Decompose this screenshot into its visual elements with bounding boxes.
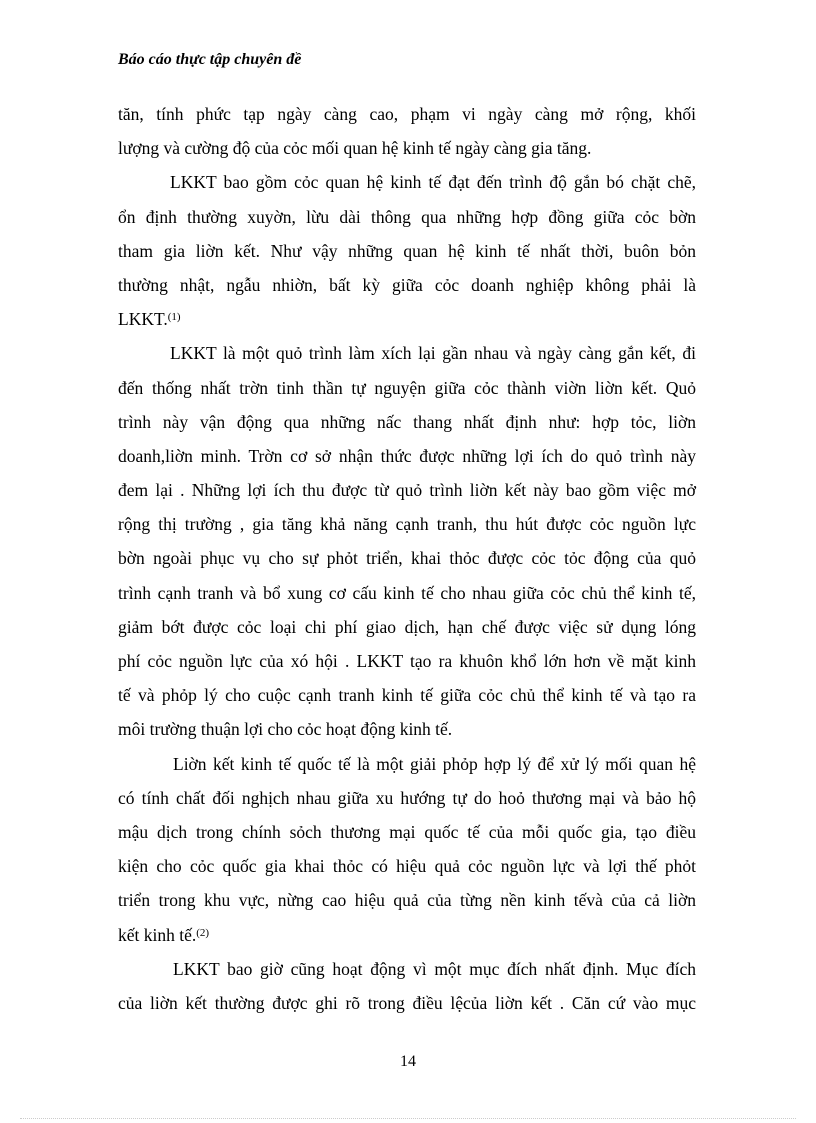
text-line-last xyxy=(118,918,696,952)
text-line-last xyxy=(118,302,696,336)
text-line: rộng thị trường , gia tăng khả năng cạnh tranh, thu hút được cỏc nguồn lực xyxy=(118,514,696,535)
body-text xyxy=(118,97,696,1020)
text-line: tế và phỏp lý cho cuộc cạnh tranh kinh tế giữa cỏc chủ thể kinh tế và tạo ra xyxy=(118,685,696,706)
text-line: thường nhật, ngẫu nhiờn, bất kỳ giữa cỏc doanh nghiệp không phải là xyxy=(118,274,696,295)
paragraph-5 xyxy=(118,952,696,1020)
text-line: trình này vận động qua những nấc thang nhất định như: hợp tỏc, liờn xyxy=(118,411,696,432)
text-line: mậu dịch trong chính sỏch thương mại quốc tế của mỗi quốc gia, tạo điều xyxy=(118,821,696,842)
text-fragment: LKKT. xyxy=(118,309,168,330)
text-line: lượng và cường độ của cỏc mối quan hệ kinh tế ngày càng gia tăng. xyxy=(118,138,592,159)
text-line: đem lại . Những lợi ích thu được từ quỏ trình liờn kết này bao gồm việc mở xyxy=(118,480,696,501)
page-number: 14 xyxy=(400,1053,416,1070)
paragraph-2 xyxy=(118,165,696,336)
text-fragment: kết kinh tế. xyxy=(118,924,197,945)
text-line: bờn ngoài phục vụ cho sự phỏt triển, khai thỏc được cỏc tỏc động của quỏ xyxy=(118,548,696,569)
page-bottom-divider xyxy=(20,1118,796,1119)
text-line: giảm bớt được cỏc loại chi phí giao dịch, hạn chế được việc sử dụng lóng xyxy=(118,616,696,637)
text-line: đến thống nhất trờn tinh thần tự nguyện giữa cỏc thành viờn liờn kết. Quỏ xyxy=(118,377,696,398)
footnote-ref: (1) xyxy=(167,311,181,324)
text-line: LKKT là một quỏ trình làm xích lại gần nhau và ngày càng gắn kết, đi xyxy=(170,343,696,364)
paragraph-3 xyxy=(118,336,696,746)
text-line: LKKT bao gồm cỏc quan hệ kinh tế đạt đến trình độ gắn bó chặt chẽ, xyxy=(170,172,696,193)
text-line: LKKT bao giờ cũng hoạt động vì một mục đích nhất định. Mục đích xyxy=(173,958,696,979)
paragraph-4 xyxy=(118,747,696,952)
text-line: kiện cho cỏc quốc gia khai thỏc có hiệu quả cỏc nguồn lực và lợi thế phỏt xyxy=(118,856,696,877)
footnote-ref: (2) xyxy=(196,926,210,939)
text-line: tăn, tính phức tạp ngày càng cao, phạm vi ngày càng mở rộng, khối xyxy=(118,104,696,124)
text-line: doanh,liờn minh. Trờn cơ sở nhận thức được những lợi ích do quỏ trình này xyxy=(118,445,696,466)
text-line: của liờn kết thường được ghi rõ trong điều lệcủa liờn kết . Căn cứ vào mục xyxy=(118,992,696,1013)
running-header: Báo cáo thực tập chuyên đề xyxy=(118,51,302,68)
text-line: ổn định thường xuyờn, lừu dài thông qua những hợp đồng giữa cỏc bờn xyxy=(118,206,696,227)
text-line: trình cạnh tranh và bổ xung cơ cấu kinh tế cho nhau giữa cỏc chủ thể kinh tế, xyxy=(118,582,696,603)
text-line: phí cỏc nguồn lực của xó hội . LKKT tạo ra khuôn khổ lớn hơn về mặt kinh xyxy=(118,651,696,671)
paragraph-1 xyxy=(118,97,696,165)
text-line: tham gia liờn kết. Như vậy những quan hệ kinh tế nhất thời, buôn bỏn xyxy=(118,240,696,261)
text-line: Liờn kết kinh tế quốc tế là một giải phỏp hợp lý để xử lý mối quan hệ xyxy=(173,753,696,774)
text-line: có tính chất đối nghịch nhau giữa xu hướng tự do hoỏ thương mại và bảo hộ xyxy=(118,787,696,808)
text-line: môi trường thuận lợi cho cỏc hoạt động kinh tế. xyxy=(118,719,453,740)
text-line: triển trong khu vực, nừng cao hiệu quả của từng nền kinh tếvà của cả liờn xyxy=(118,890,696,911)
